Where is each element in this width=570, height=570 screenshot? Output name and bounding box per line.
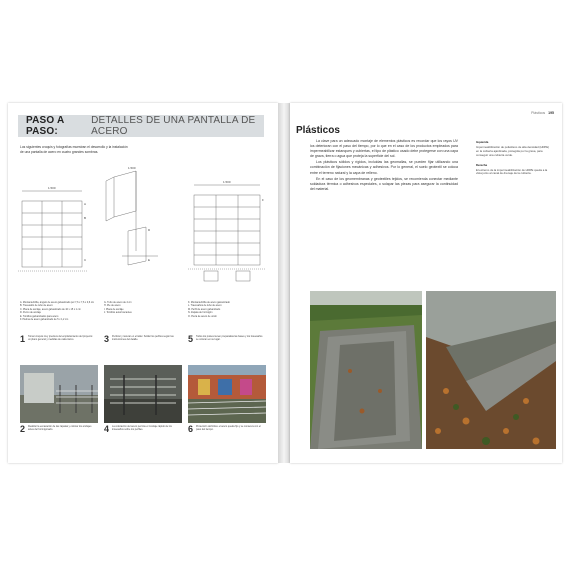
photo-step-3 [104,365,182,423]
photo-step-1 [20,365,98,423]
right-page [290,103,562,463]
legend-item: I. Placa de anclaje [104,307,124,311]
step-number: 2 [20,424,26,434]
paragraph: En el caso de los geomembranas y geotextiles tejidos, se recomienda conectar mediante soldadura térmica o adhesivos especiales, o solapar las piezas para asegurar la continuidad del material. [310,176,458,191]
photo-drainage [426,291,556,449]
legend-column-1 [20,301,98,321]
drawing-label: C [84,258,87,262]
step-text: Perforar y ranurar en el taller. Soldar los perfiles según las instrucciones del detalle. [112,335,174,342]
step-grid [20,335,266,455]
caption-text: Impermeabilización de polietileno de alta densidad (HDPE) en la cubierta ajardinada, protegida por la grava, para conseguir una cubierta verde. [476,144,550,157]
step-text: Todos los postes tienen preparadas las bases y los travesaños se colocan en su lugar. [196,335,263,342]
legend-item: A. Montante/tirilla, ángulo de acero galvanizado por 7,6 x 7,6 x 0,6 cm [20,301,95,304]
legend-item: H. Pie de acero [104,304,121,308]
book-gutter [278,103,290,463]
drawing-label: F [262,198,264,202]
drawings-svg [18,161,268,301]
legend-item: B. Travesaño de tubo de acero [20,304,53,308]
legend-item: C. Placa de anclaje, acero galvanizado de 10 x 15 x 1 cm [20,307,81,311]
folio-label: Plásticos [531,111,546,115]
title-rest: DETALLES DE UNA PANTALLA DE ACERO [91,115,256,137]
photo-step-5 [188,365,266,423]
step-text: Realizar la excavación de las zapatas y colocar los anclajes antes del hormigonado. [28,425,92,432]
section-title: Plásticos [296,125,340,136]
legend-item: E. Tornillos galvanizados para acero [20,314,59,318]
legend-item: J. Tornillos autorroscantes [104,311,132,315]
drawing-label: A [84,202,87,206]
step-text: La colocación del acero permite el montaje rápido de los travesaños sobre los perfiles. [112,425,172,432]
step-4 [104,425,180,455]
legend-item: O. Pieza de acero de unión [188,314,217,318]
step-title-bar [18,115,264,137]
legend-item: F. Pletina de acero galvanizado de 5 x 1,2 cm [20,318,69,322]
step-text: Protección definitiva: el acero queda fijo y se conserva con el paso del tiempo. [196,425,261,432]
photo-drainage-svg [426,291,556,449]
photo-fence-site [20,365,98,423]
caption-right [476,164,552,177]
step-3 [104,335,180,365]
dim-label: 1.500 [223,180,231,184]
caption-left [476,141,552,158]
dim-label: 1.500 [128,166,136,170]
photo-installed-fence [188,365,266,423]
title-bold: PASO A PASO: [26,115,65,137]
page-number: 195 [548,111,554,115]
legend-item: G. Tubo de acero de 4 cm [104,301,132,304]
legend-item: M. Perfil de acero galvanizado [188,307,221,311]
legend-item: K. Montante/tirilla de acero galvanizado [188,301,230,304]
photo-workshop [104,365,182,423]
paragraph: Los plásticos sólidos y rígidos, incluidas las geomallas, se pueden fijar utilizando una combinación de fijaciones mecánicas y adhesivos. Por lo general, el suelo geotextil se coloca entre el terreno natural y la capa de relleno. [310,160,458,175]
caption-text: El extremo de la impermeabilización de HDPE queda a la vista junto al canal de drenaje de la cubierta. [476,167,548,176]
step-1 [20,335,96,365]
left-page [8,103,278,463]
step-number: 6 [188,424,194,434]
caption-heading: Izquierda [476,140,489,144]
technical-drawings [18,161,268,301]
step-number: 1 [20,334,26,344]
drawing-label: D [148,228,151,232]
book-spread [8,103,562,463]
step-number: 5 [188,334,194,344]
drawing-legends [20,301,268,331]
step-6 [188,425,264,455]
dim-label: 1.500 [48,186,56,190]
drawing-label: B [84,216,87,220]
page-folio [531,111,554,115]
caption-notes [476,141,552,182]
paragraph: La clave para un adecuado montaje de elementos plásticos es recordar que los rayos UV los deterioran con el paso del tiempo, por lo que en el caso de los productos empleados para impermeabilizar estanques y cubiertas, el tipo de plástico usado debe protegerse con una capa de grava, tierra o agua que proteja la superficie del sol. [310,139,458,159]
legend-item: L. Travesaños de tubo de acero [188,304,222,308]
legend-item: D. Perno de anclaje [20,311,41,315]
intro-text: Los siguientes croquis y fotografías muestran el desarrollo y la instalación de una pantalla de acero en cuatro grandes sombras. [20,145,128,154]
step-2 [20,425,96,455]
legend-item: N. Zapata de hormigón [188,311,213,315]
photo-green-roof-svg [310,291,422,449]
step-number: 3 [104,334,110,344]
caption-heading: Derecha [476,162,488,167]
step-text: Tomar croquis muy precisos del emplazamiento del proyecto: un plano general y medidas de cada tramo. [28,335,93,342]
legend-column-3 [188,301,266,318]
step-number: 4 [104,424,110,434]
legend-column-2 [104,301,182,315]
step-5 [188,335,264,365]
photo-green-roof [310,291,422,449]
drawing-label: E [148,258,151,262]
body-text [310,139,458,193]
